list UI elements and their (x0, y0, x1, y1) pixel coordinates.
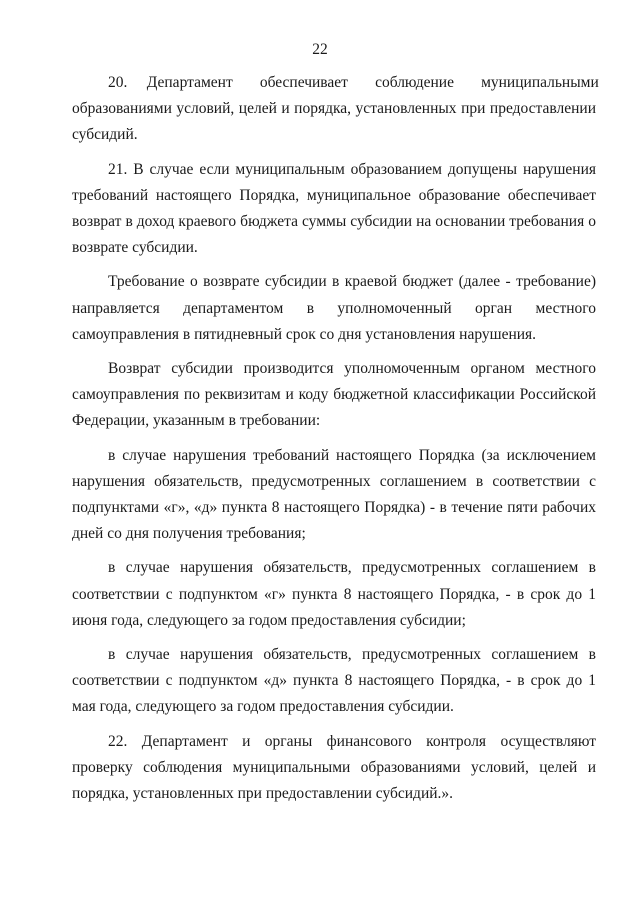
paragraph-20: 20. Департамент обеспечивает соблюдение муниципальными образованиями условий, целей и порядка, установленных при предоставлении субсидий. (72, 74, 599, 144)
paragraph-case-general: в случае нарушения требований настоящего Порядка (за исключением нарушения обязательств, предусмотренных соглашением в соответствии с подпунктами «г», «д» пункта 8 настоящего Порядка) - в течение пяти рабочих дней со дня получения требования; (72, 446, 596, 543)
page-number: 22 (312, 41, 328, 58)
paragraph-22: 22. Департамент и органы финансового контроля осуществляют проверку соблюдения муниципальными образованиями условий, целей и порядка, установленных при предоставлении субсидий.». (72, 732, 596, 803)
paragraph-21: 21. В случае если муниципальным образованием допущены нарушения требований настоящего Порядка, муниципальное образование обеспечивает возврат в доход краевого бюджета суммы субсидии на основании требования о возврате субсидии. (72, 160, 596, 257)
paragraph-refund: Возврат субсидии производится уполномоченным органом местного самоуправления по реквизитам и коду бюджетной классификации Российской Федерации, указанным в требовании: (72, 360, 596, 430)
paragraph-case-d: в случае нарушения обязательств, предусмотренных соглашением в соответствии с подпунктом «д» пункта 8 настоящего Порядка, - в срок до 1 мая года, следующего за годом предоставления субсидии. (72, 646, 596, 716)
document-body (72, 70, 599, 815)
paragraph-demand: Требование о возврате субсидии в краевой бюджет (далее - требование) направляется департаментом в уполномоченный орган местного самоуправления в пятидневный срок со дня установления нарушения. (72, 273, 596, 343)
paragraph-case-g: в случае нарушения обязательств, предусмотренных соглашением в соответствии с подпунктом «г» пункта 8 настоящего Порядка, - в срок до 1 июня года, следующего за годом предоставления субсидии; (72, 559, 596, 629)
